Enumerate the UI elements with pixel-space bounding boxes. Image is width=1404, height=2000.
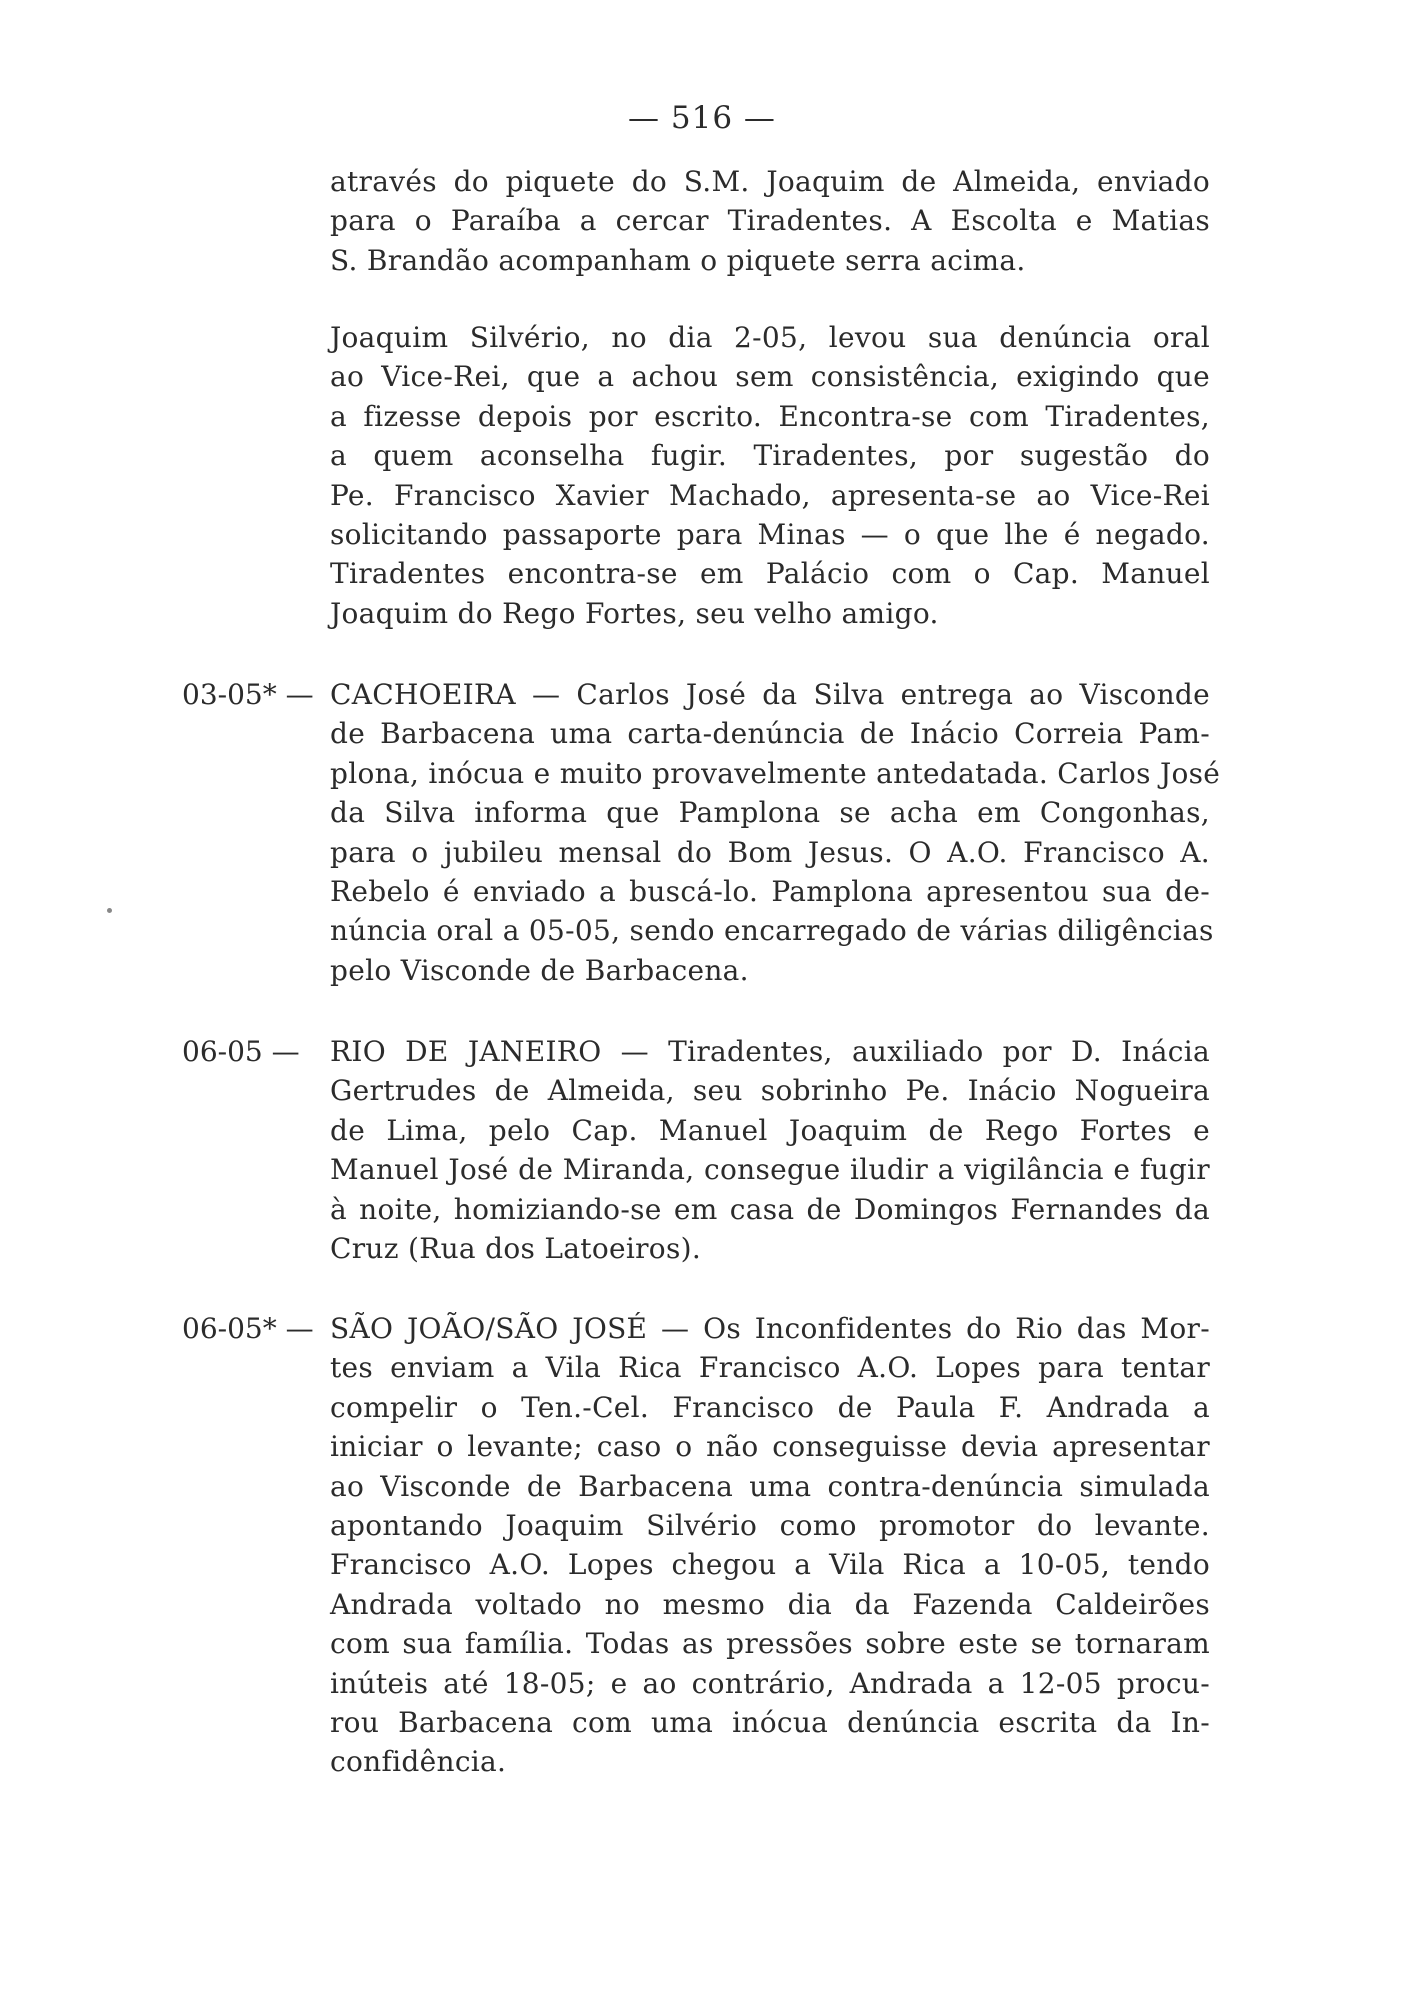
text-line: Manuel José de Miranda, consegue iludir a vigilância e fugir (330, 1153, 1210, 1187)
text-line: de Barbacena uma carta-denúncia de Inácio Correia Pam- (330, 717, 1210, 751)
text-line: através do piquete do S.M. Joaquim de Almeida, enviado (330, 165, 1210, 198)
text-line: rou Barbacena com uma inócua denúncia escrita da In- (330, 1705, 1210, 1739)
text-line: S. Brandão acompanham o piquete serra acima. (330, 243, 1026, 277)
text-line: CACHOEIRA — Carlos José da Silva entrega ao Visconde (330, 678, 1210, 711)
text-line: a quem aconselha fugir. Tiradentes, por sugestão do (330, 439, 1210, 473)
text-line: solicitando passaporte para Minas — o que lhe é negado. (330, 517, 1210, 551)
text-line: Gertrudes de Almeida, seu sobrinho Pe. Inácio Nogueira (330, 1074, 1210, 1108)
text-line: inúteis até 18-05; e ao contrário, Andrada a 12-05 procu- (330, 1666, 1210, 1700)
text-line: à noite, homiziando-se em casa de Domingos Fernandes da (330, 1192, 1210, 1226)
text-line: Joaquim do Rego Fortes, seu velho amigo. (330, 596, 939, 630)
text-line: com sua família. Todas as pressões sobre este se tornaram (330, 1627, 1210, 1661)
text-line: para o jubileu mensal do Bom Jesus. O A.O. Francisco A. (330, 835, 1210, 869)
text-line: da Silva informa que Pamplona se acha em Congonhas, (330, 796, 1210, 830)
text-line: a fizesse depois por escrito. Encontra-se com Tiradentes, (330, 399, 1210, 433)
text-line: SÃO JOÃO/SÃO JOSÉ — Os Inconfidentes do Rio das Mor- (330, 1312, 1210, 1345)
text-line: RIO DE JANEIRO — Tiradentes, auxiliado por D. Inácia (330, 1035, 1210, 1068)
entry-date: 03-05* — (182, 678, 314, 711)
text-line: iniciar o levante; caso o não conseguisse devia apresentar (330, 1430, 1210, 1464)
text-line: ao Vice-Rei, que a achou sem consistência, exigindo que (330, 360, 1210, 394)
text-line: Tiradentes encontra-se em Palácio com o Cap. Manuel (330, 557, 1210, 591)
entry-cachoeira (330, 675, 1221, 990)
text-line: compelir o Ten.-Cel. Francisco de Paula F. Andrada a (330, 1390, 1210, 1424)
text-line: Cruz (Rua dos Latoeiros). (330, 1231, 702, 1265)
text-line: núncia oral a 05-05, sendo encarregado de várias diligências (330, 914, 1214, 948)
text-line: apontando Joaquim Silvério como promotor do levante. (330, 1508, 1210, 1542)
text-line: Rebelo é enviado a buscá-lo. Pamplona apresentou sua de- (330, 874, 1210, 908)
text-line: tes enviam a Vila Rica Francisco A.O. Lopes para tentar (330, 1351, 1210, 1385)
text-line: plona, inócua e muito provavelmente antedatada. Carlos José (330, 756, 1221, 790)
text-line: Pe. Francisco Xavier Machado, apresenta-se ao Vice-Rei (330, 478, 1210, 512)
text-line: pelo Visconde de Barbacena. (330, 953, 749, 987)
text-line: Joaquim Silvério, no dia 2-05, levou sua denúncia oral (330, 321, 1210, 354)
scan-speck (107, 908, 112, 913)
text-line: Andrada voltado no mesmo dia da Fazenda Caldeirões (330, 1587, 1210, 1621)
entry-date: 06-05 — (182, 1035, 300, 1068)
entry-date: 06-05* — (182, 1312, 314, 1345)
text-line: confidência. (330, 1745, 507, 1779)
paragraph-joaquim-silverio (330, 318, 1210, 633)
page-number: — 516 — (628, 100, 776, 136)
text-line: ao Visconde de Barbacena uma contra-denúncia simulada (330, 1469, 1210, 1503)
text-line: de Lima, pelo Cap. Manuel Joaquim de Rego Fortes e (330, 1113, 1210, 1147)
entry-sao-joao-sao-jose (330, 1309, 1210, 1782)
text-line: Francisco A.O. Lopes chegou a Vila Rica a 10-05, tendo (330, 1548, 1210, 1582)
paragraph-continuation (330, 162, 1210, 280)
entry-rio-de-janeiro (330, 1032, 1210, 1268)
text-line: para o Paraíba a cercar Tiradentes. A Escolta e Matias (330, 204, 1210, 238)
